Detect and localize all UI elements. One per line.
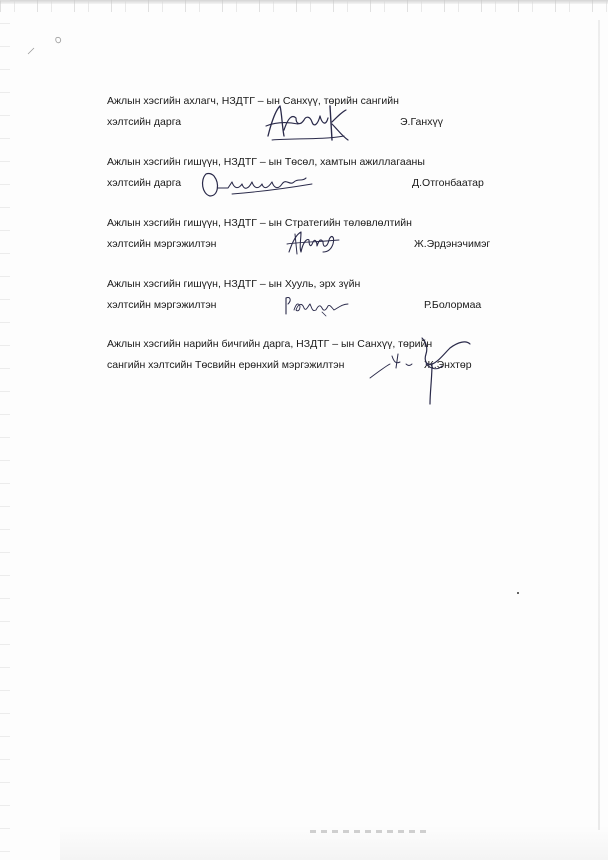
entry-3-signature [283, 226, 345, 258]
scan-speck [517, 592, 519, 594]
entry-4-title-line1: Ажлын хэсгийн гишүүн, НЗДТГ – ын Хууль, эрх зүйн [107, 278, 361, 290]
scan-top-artifact [0, 0, 608, 12]
scan-corner-mark [20, 30, 70, 60]
entry-1-title-line2: хэлтсийн дарга [107, 116, 182, 128]
entry-4-signatory-name: Р.Болормаа [424, 299, 482, 311]
entry-3-title-line2: хэлтсийн мэргэжилтэн [107, 238, 217, 250]
entry-2-signatory-name: Д.Отгонбаатар [412, 177, 484, 189]
entry-2-title-line2: хэлтсийн дарга [107, 177, 182, 189]
entry-2-title-line1: Ажлын хэсгийн гишүүн, НЗДТГ – ын Төсөл, хамтын ажиллагааны [107, 156, 425, 168]
entry-5-signature [366, 334, 478, 408]
entry-5-title-line1: Ажлын хэсгийн нарийн бичгийн дарга, НЗДТГ – ын Санхүү, төрийн [107, 338, 433, 350]
scan-right-artifact [598, 20, 600, 830]
entry-5-title-line2: сангийн хэлтсийн Төсвийн ерөнхий мэргэжилтэн [107, 359, 345, 371]
entry-4-title-line2: хэлтсийн мэргэжилтэн [107, 299, 217, 311]
entry-4-signature [282, 294, 354, 318]
entry-1-signatory-name: Э.Ганхүү [400, 116, 443, 128]
scan-left-artifact [0, 0, 10, 860]
entry-1-title-line1: Ажлын хэсгийн ахлагч, НЗДТГ – ын Санхүү, төрийн сангийн [107, 95, 399, 107]
entry-5-signatory-name: Ж.Энхтөр [424, 359, 472, 371]
scan-bottom-dash [310, 830, 430, 833]
entry-3-signatory-name: Ж.Эрдэнэчимэг [414, 238, 491, 250]
entry-1-signature [262, 100, 357, 144]
entry-2-signature [198, 164, 316, 204]
entry-3-title-line1: Ажлын хэсгийн гишүүн, НЗДТГ – ын Стратегийн төлөвлөлтийн [107, 217, 412, 229]
